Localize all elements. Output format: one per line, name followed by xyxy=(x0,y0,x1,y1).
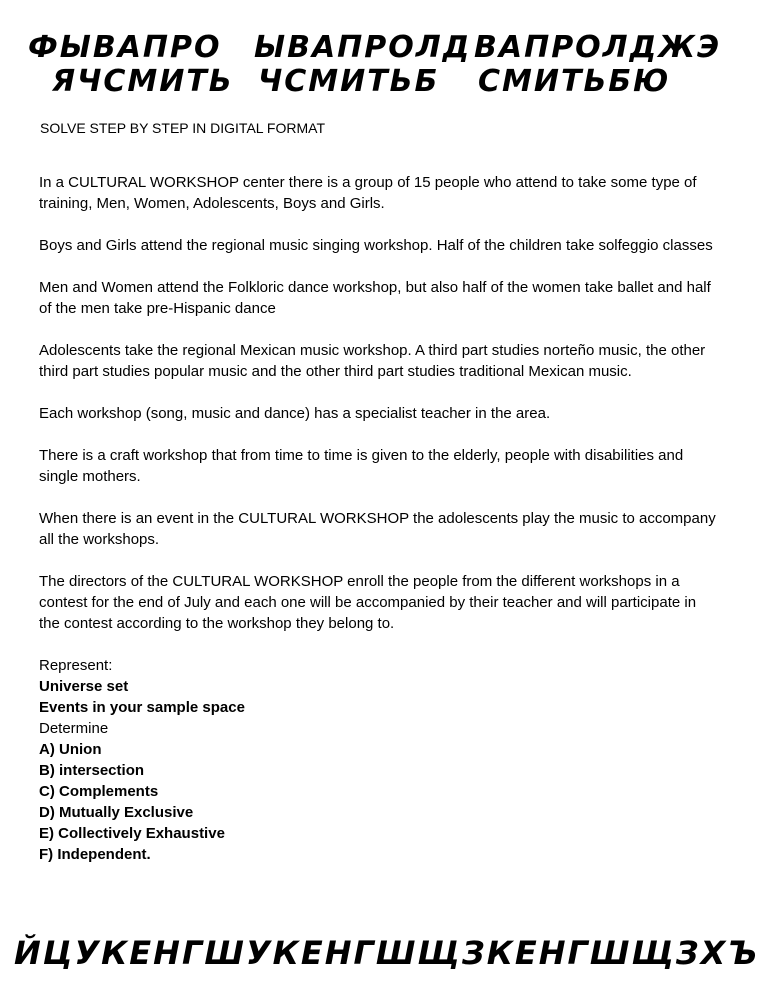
banner-text: УКЕНГШЩ xyxy=(246,934,462,972)
banner-text: ЫВАПРОЛД xyxy=(254,30,472,65)
list-item: Universe set xyxy=(39,678,129,695)
paragraph: Men and Women attend the Folkloric dance workshop, but also half of the women take ballet and half of the men take pre-Hispanic dance xyxy=(39,279,711,317)
banner-text: ЗКЕНГШЩЗХЪ xyxy=(462,934,760,972)
top-banner-line-1 xyxy=(0,30,784,66)
banner-text: ЙЦУКЕНГШ xyxy=(14,934,246,972)
represent-list xyxy=(39,676,719,718)
paragraph: In a CULTURAL WORKSHOP center there is a group of 15 people who attend to take some type of training, Men, Women, Adolescents, Boys and Girls. xyxy=(39,174,697,212)
page-title: SOLVE STEP BY STEP IN DIGITAL FORMAT xyxy=(40,120,325,136)
list-item: A) Union xyxy=(39,741,102,758)
paragraph: Boys and Girls attend the regional music singing workshop. Half of the children take solfeggio classes xyxy=(39,237,713,254)
problem-text xyxy=(39,172,719,865)
list-item: D) Mutually Exclusive xyxy=(39,804,194,821)
banner-text: ФЫВАПРО xyxy=(28,30,222,65)
paragraph: Adolescents take the regional Mexican music workshop. A third part studies norteño music, the other third part studies popular music and the other third part studies traditional Mexican music. xyxy=(39,342,706,380)
bottom-banner xyxy=(0,934,784,974)
list-item: Events in your sample space xyxy=(39,699,245,716)
top-banner-line-2 xyxy=(0,64,784,100)
paragraph: The directors of the CULTURAL WORKSHOP enroll the people from the different workshops in a contest for the end of July and each one will be accompanied by their teacher and will participate in the contest according to the workshop they belong to. xyxy=(39,573,697,632)
banner-text: ВАПРОЛДЖЭ xyxy=(474,30,722,65)
list-item: B) intersection xyxy=(39,762,145,779)
determine-label: Determine xyxy=(39,720,109,737)
determine-list xyxy=(39,739,719,865)
paragraph: When there is an event in the CULTURAL WORKSHOP the adolescents play the music to accompany all the workshops. xyxy=(39,510,716,548)
list-item: C) Complements xyxy=(39,783,159,800)
banner-text: СМИТЬБЮ xyxy=(478,64,671,99)
paragraph: There is a craft workshop that from time to time is given to the elderly, people with disabilities and single mothers. xyxy=(39,447,684,485)
banner-text: ЧСМИТЬБ xyxy=(258,64,440,99)
represent-label: Represent: xyxy=(39,657,113,674)
list-item: E) Collectively Exhaustive xyxy=(39,825,225,842)
list-item: F) Independent. xyxy=(39,846,151,863)
banner-text: ЯЧСМИТЬ xyxy=(52,64,234,99)
paragraph: Each workshop (song, music and dance) has a specialist teacher in the area. xyxy=(39,405,551,422)
